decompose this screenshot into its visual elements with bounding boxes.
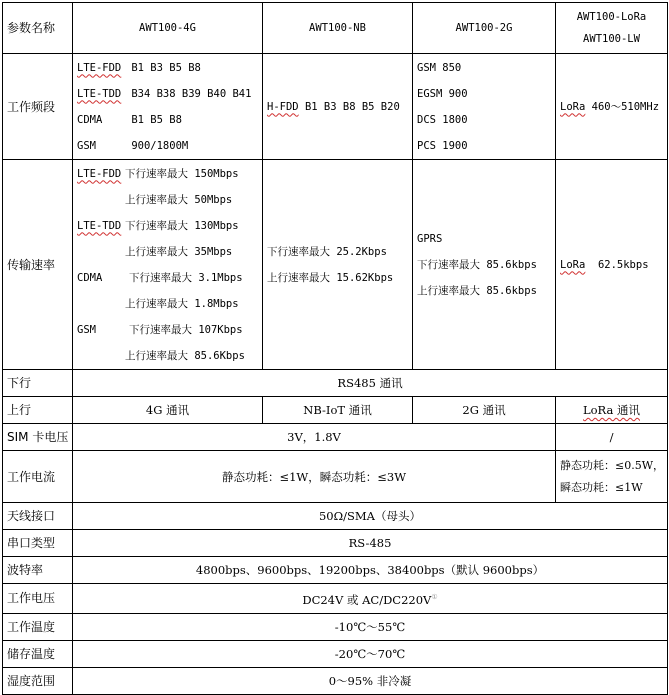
freq-nb-text: B1 B3 B8 B5 B20 — [304, 100, 400, 113]
work-temp-row — [3, 613, 668, 640]
serial-label: 串口类型 — [3, 530, 73, 557]
rate-nb — [263, 160, 413, 370]
rate-4g-line: 上行速率最大 1.8Mbps — [125, 297, 239, 310]
work-temp-value: -10℃～55℃ — [73, 613, 668, 640]
header-nb: AWT100-NB — [263, 3, 413, 54]
freq-label: 工作频段 — [3, 54, 73, 160]
rate-4g — [73, 160, 263, 370]
freq-4g-line: GSM 900/1800M — [77, 139, 189, 152]
baud-value: 4800bps、9600bps、19200bps、38400bps（默认 9600bps） — [73, 557, 668, 584]
freq-4g-line: LTE-FDD B1 B3 B5 B8 — [77, 61, 201, 74]
freq-2g — [413, 54, 556, 160]
freq-nb-tag: H-FDD — [267, 100, 299, 113]
sim-lora: / — [556, 424, 668, 451]
current-lora-line2: 瞬态功耗：≤1W — [560, 480, 643, 494]
current-row — [3, 451, 668, 503]
uplink-nb: NB-IoT 通讯 — [263, 397, 413, 424]
sim-row — [3, 424, 668, 451]
header-lora-line1: AWT100-LoRa — [576, 11, 647, 23]
voltage-label: 工作电压 — [3, 584, 73, 614]
freq-row — [3, 54, 668, 160]
store-temp-value: -20℃～70℃ — [73, 640, 668, 667]
voltage-footnote: ① — [431, 593, 438, 601]
uplink-2g: 2G 通讯 — [413, 397, 556, 424]
rate-2g-title: GPRS — [417, 232, 443, 245]
current-label: 工作电流 — [3, 451, 73, 503]
antenna-value: 50Ω/SMA（母头） — [73, 503, 668, 530]
rate-lora-text: 62.5kbps — [597, 258, 649, 271]
freq-2g-line: PCS 1900 — [417, 139, 468, 152]
sim-value: 3V，1.8V — [73, 424, 556, 451]
rate-4g-line: LTE-FDD 下行速率最大 150Mbps — [77, 167, 239, 180]
freq-lora — [556, 54, 668, 160]
store-temp-label: 储存温度 — [3, 640, 73, 667]
store-temp-row — [3, 640, 668, 667]
header-2g: AWT100-2G — [413, 3, 556, 54]
humidity-value: 0～95% 非冷凝 — [73, 667, 668, 694]
antenna-label: 天线接口 — [3, 503, 73, 530]
downlink-label: 下行 — [3, 370, 73, 397]
rate-label: 传输速率 — [3, 160, 73, 370]
rate-nb-up: 上行速率最大 15.62Kbps — [267, 271, 394, 284]
rate-4g-line: 上行速率最大 35Mbps — [125, 245, 233, 258]
downlink-value: RS485 通讯 — [73, 370, 668, 397]
header-row — [3, 3, 668, 54]
header-param: 参数名称 — [3, 3, 73, 54]
rate-4g-line: 上行速率最大 50Mbps — [125, 193, 233, 206]
baud-row — [3, 557, 668, 584]
uplink-4g: 4G 通讯 — [73, 397, 263, 424]
downlink-row — [3, 370, 668, 397]
freq-2g-line: DCS 1800 — [417, 113, 468, 126]
current-lora — [556, 451, 668, 503]
voltage-text: DC24V 或 AC/DC220V — [302, 592, 432, 607]
header-lora-line2: AWT100-LW — [583, 33, 640, 45]
rate-nb-down: 下行速率最大 25.2Kbps — [267, 245, 387, 258]
rate-row — [3, 160, 668, 370]
rate-2g — [413, 160, 556, 370]
work-temp-label: 工作温度 — [3, 613, 73, 640]
freq-4g-line: LTE-TDD B34 B38 B39 B40 B41 — [77, 87, 252, 100]
freq-2g-line: GSM 850 — [417, 61, 462, 74]
spec-table — [2, 2, 668, 695]
freq-2g-line: EGSM 900 — [417, 87, 468, 100]
serial-row — [3, 530, 668, 557]
baud-label: 波特率 — [3, 557, 73, 584]
header-4g: AWT100-4G — [73, 3, 263, 54]
freq-4g-line: CDMA B1 B5 B8 — [77, 113, 182, 126]
rate-2g-down: 下行速率最大 85.6kbps — [417, 258, 537, 271]
uplink-row — [3, 397, 668, 424]
uplink-label: 上行 — [3, 397, 73, 424]
voltage-value — [73, 584, 668, 614]
rate-4g-line: GSM 下行速率最大 107Kbps — [77, 323, 243, 336]
freq-lora-tag: LoRa — [560, 100, 586, 113]
serial-value: RS-485 — [73, 530, 668, 557]
uplink-lora: LoRa 通讯 — [556, 397, 668, 424]
humidity-label: 湿度范围 — [3, 667, 73, 694]
voltage-row — [3, 584, 668, 614]
header-lora — [556, 3, 668, 54]
antenna-row — [3, 503, 668, 530]
rate-lora-tag: LoRa — [560, 258, 586, 271]
freq-nb — [263, 54, 413, 160]
rate-4g-line: 上行速率最大 85.6Kbps — [125, 349, 245, 362]
freq-lora-text: 460～510MHz — [591, 100, 660, 113]
sim-label: SIM 卡电压 — [3, 424, 73, 451]
rate-4g-line: CDMA 下行速率最大 3.1Mbps — [77, 271, 243, 284]
rate-lora — [556, 160, 668, 370]
rate-2g-up: 上行速率最大 85.6kbps — [417, 284, 537, 297]
rate-4g-line: LTE-TDD 下行速率最大 130Mbps — [77, 219, 239, 232]
freq-4g — [73, 54, 263, 160]
current-value: 静态功耗：≤1W，瞬态功耗：≤3W — [73, 451, 556, 503]
humidity-row — [3, 667, 668, 694]
current-lora-line1: 静态功耗：≤0.5W， — [560, 458, 665, 472]
